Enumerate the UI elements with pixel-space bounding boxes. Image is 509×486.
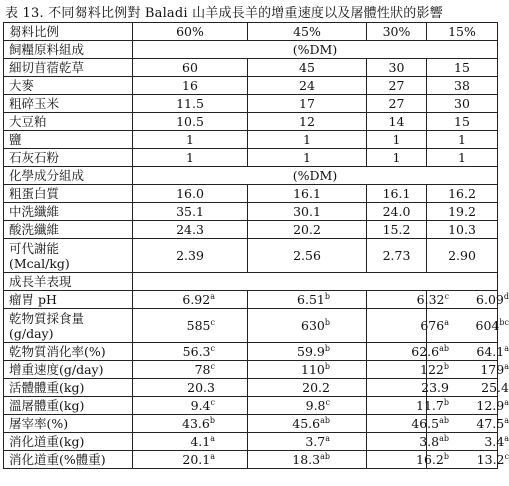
value-cell: 1 <box>427 149 498 167</box>
value-number: 6.51 <box>297 291 325 307</box>
significance-letter: a <box>444 317 449 327</box>
value-cell: 14 <box>367 113 427 131</box>
value-cell: 27 <box>367 95 427 113</box>
section-unit: (%DM) <box>133 41 498 59</box>
value-cell: 24.0 <box>367 203 427 221</box>
value-cell: 1 <box>133 131 248 149</box>
significance-letter: c <box>210 317 215 327</box>
table-title: 表 13. 不同芻料比例對 Baladi 山羊成長羊的增重速度以及屠體性狀的影響 <box>5 6 443 21</box>
value-with-letter <box>427 363 509 377</box>
row-label-text: 鹽 <box>9 131 22 147</box>
section-label: 化學成分組成 <box>4 167 133 185</box>
value-cell: 17 <box>248 95 367 113</box>
value-cell: 30.1 <box>248 203 367 221</box>
value-cell: 1 <box>367 149 427 167</box>
significance-letter: c <box>444 291 449 301</box>
significance-letter: a <box>504 397 509 407</box>
value-cell: 15.2 <box>367 221 427 239</box>
row-label <box>4 149 133 167</box>
value-with-letter <box>427 417 509 431</box>
value-number: 6.92 <box>182 291 211 307</box>
table-row <box>4 379 498 397</box>
significance-letter: ab <box>439 415 449 425</box>
value-number: 12.9 <box>476 397 505 413</box>
value-cell: 24.3 <box>133 221 248 239</box>
table-row <box>4 221 498 239</box>
significance-letter: b <box>443 361 449 371</box>
significance-letter: a <box>504 361 509 371</box>
table-row <box>4 291 498 309</box>
row-label <box>4 451 133 469</box>
value-cell: 2.90 <box>427 239 498 273</box>
value-number: 3.4 <box>484 433 505 449</box>
value-cell: 35.1 <box>133 203 248 221</box>
value-cell <box>367 451 449 469</box>
value-cell <box>248 415 367 433</box>
value-with-letter <box>248 417 330 431</box>
header-col: 45% <box>248 23 367 41</box>
table-row <box>4 203 498 221</box>
section-row-growth <box>4 273 498 291</box>
value-cell: 20.2 <box>248 221 367 239</box>
value-with-letter <box>248 435 330 449</box>
table-row <box>4 433 498 451</box>
value-number: 3.7 <box>305 433 326 449</box>
value-with-letter <box>427 345 509 359</box>
value-cell: 15 <box>427 113 498 131</box>
value-cell <box>367 309 449 343</box>
value-cell <box>427 309 509 343</box>
row-label <box>4 131 133 149</box>
row-label-text: 細切苜蓿乾草 <box>9 59 85 75</box>
significance-letter: b <box>443 451 449 461</box>
value-cell: 1 <box>427 131 498 149</box>
value-number: 630 <box>301 317 325 333</box>
value-number: 59.9 <box>297 343 325 359</box>
value-cell: 11.5 <box>133 95 248 113</box>
significance-letter: b <box>324 291 330 301</box>
table-row <box>4 185 498 203</box>
value-cell <box>367 291 449 309</box>
section-unit: (%DM) <box>133 167 498 185</box>
value-number: 122 <box>420 361 444 377</box>
value-cell: 2.73 <box>367 239 427 273</box>
value-cell: 1 <box>367 131 427 149</box>
row-label-text: 消化道重(kg) <box>9 433 85 449</box>
significance-letter: d <box>503 291 509 301</box>
row-label <box>4 415 133 433</box>
significance-letter: a <box>504 415 509 425</box>
value-cell <box>133 309 248 343</box>
row-label-text: 屠宰率(%) <box>9 415 69 431</box>
value-with-letter <box>133 363 215 377</box>
value-cell <box>427 291 509 309</box>
value-number: 179 <box>480 361 505 377</box>
significance-letter: ab <box>439 343 449 353</box>
value-with-letter <box>133 453 215 467</box>
value-number: 43.6 <box>182 415 210 431</box>
value-cell <box>248 433 367 451</box>
value-cell <box>133 343 248 361</box>
row-label <box>4 185 133 203</box>
value-with-letter <box>427 453 509 467</box>
section-label: 成長羊表現 <box>4 273 133 291</box>
significance-letter: a <box>325 433 330 443</box>
row-label-unit: (Mcal/kg) <box>9 255 70 271</box>
value-number: 46.5 <box>411 415 440 431</box>
row-label-text: 消化道重(%體重) <box>9 451 106 467</box>
value-with-letter <box>133 417 215 431</box>
value-cell <box>248 379 367 397</box>
value-number: 18.3 <box>292 451 321 467</box>
value-number: 13.2 <box>476 451 505 467</box>
row-label <box>4 77 133 95</box>
value-cell <box>248 343 367 361</box>
value-with-letter <box>133 293 215 307</box>
value-cell: 1 <box>248 149 367 167</box>
value-number: 6.09 <box>476 291 504 307</box>
significance-letter: b <box>443 397 449 407</box>
value-cell <box>248 397 367 415</box>
significance-letter: ab <box>320 451 330 461</box>
value-with-letter <box>427 381 509 395</box>
value-number: 9.4 <box>190 397 211 413</box>
value-cell: 27 <box>367 77 427 95</box>
row-label-text: 可代謝能 <box>9 240 60 256</box>
row-label <box>4 361 133 379</box>
value-with-letter <box>133 381 215 395</box>
row-label <box>4 397 133 415</box>
table-row <box>4 343 498 361</box>
significance-letter: c <box>210 343 215 353</box>
significance-letter: a <box>504 433 509 443</box>
significance-letter: b <box>324 317 330 327</box>
value-cell <box>427 361 509 379</box>
value-with-letter <box>133 435 215 449</box>
row-label-text: 增重速度(g/day) <box>9 361 104 377</box>
table-row <box>4 415 498 433</box>
value-number: 16.2 <box>416 451 444 467</box>
row-label-text: 乾物質採食量 <box>9 310 85 326</box>
value-cell <box>367 379 449 397</box>
value-number: 78 <box>194 361 211 377</box>
value-cell <box>427 379 509 397</box>
value-cell <box>427 433 509 451</box>
table-row <box>4 239 498 273</box>
value-cell: 2.56 <box>248 239 367 273</box>
value-cell <box>248 361 367 379</box>
table-row <box>4 59 498 77</box>
value-cell: 45 <box>248 59 367 77</box>
value-cell <box>427 343 509 361</box>
value-number: 20.1 <box>182 451 211 467</box>
value-cell: 16.0 <box>133 185 248 203</box>
row-label <box>4 291 133 309</box>
value-with-letter <box>133 399 215 413</box>
data-table <box>3 22 509 469</box>
row-label-text: 粗蛋白質 <box>9 185 60 201</box>
row-label <box>4 221 133 239</box>
value-number: 23.9 <box>421 379 449 395</box>
value-cell: 10.3 <box>427 221 498 239</box>
value-cell: 30 <box>367 59 427 77</box>
value-cell <box>427 397 509 415</box>
significance-letter: b <box>324 361 330 371</box>
significance-letter: ab <box>439 433 449 443</box>
row-label-text: 乾物質消化率(%) <box>9 343 106 359</box>
row-label <box>4 309 133 343</box>
section-spacer <box>133 273 498 291</box>
value-cell <box>133 415 248 433</box>
value-cell: 24 <box>248 77 367 95</box>
value-number: 585 <box>186 317 211 333</box>
value-number: 3.8 <box>419 433 440 449</box>
value-cell: 15 <box>427 59 498 77</box>
value-cell <box>367 433 449 451</box>
value-with-letter <box>248 293 330 307</box>
value-with-letter <box>427 399 509 413</box>
value-cell <box>427 415 509 433</box>
value-cell <box>133 361 248 379</box>
header-row <box>4 23 498 41</box>
row-label-text: 大豆粕 <box>9 113 47 129</box>
row-label <box>4 433 133 451</box>
value-with-letter <box>248 345 330 359</box>
value-number: 9.8 <box>305 397 326 413</box>
table-row <box>4 95 498 113</box>
section-label: 飼糧原料組成 <box>4 41 133 59</box>
value-number: 110 <box>301 361 325 377</box>
row-label <box>4 203 133 221</box>
value-number: 11.7 <box>416 397 444 413</box>
row-label-text: 溫屠體重(kg) <box>9 397 85 413</box>
value-number: 604 <box>475 317 500 333</box>
significance-letter: b <box>209 415 215 425</box>
value-number: 47.5 <box>476 415 505 431</box>
value-cell: 1 <box>133 149 248 167</box>
value-with-letter <box>133 319 215 333</box>
value-number: 25.4 <box>481 379 509 395</box>
value-number: 4.1 <box>190 433 211 449</box>
significance-letter: c <box>210 397 215 407</box>
value-cell <box>367 361 449 379</box>
significance-letter: bc <box>499 317 509 327</box>
significance-letter: a <box>210 291 215 301</box>
value-cell <box>248 451 367 469</box>
row-label-text: 活體體重(kg) <box>9 379 85 395</box>
table-row <box>4 309 498 343</box>
significance-letter: a <box>504 343 509 353</box>
row-label-text: 瘤胃 pH <box>9 291 57 307</box>
value-number: 62.6 <box>411 343 440 359</box>
section-row-feed <box>4 41 498 59</box>
table-row <box>4 113 498 131</box>
row-label-unit: (g/day) <box>9 325 54 341</box>
table-row <box>4 131 498 149</box>
value-cell: 10.5 <box>133 113 248 131</box>
value-cell <box>248 291 367 309</box>
row-label <box>4 343 133 361</box>
significance-letter: b <box>324 343 330 353</box>
value-cell: 19.2 <box>427 203 498 221</box>
significance-letter: a <box>210 433 215 443</box>
value-cell <box>427 451 509 469</box>
significance-letter: c <box>210 361 215 371</box>
value-cell <box>367 343 449 361</box>
header-col: 30% <box>367 23 427 41</box>
value-with-letter <box>427 293 509 307</box>
value-with-letter <box>427 319 509 333</box>
row-label-text: 中洗纖維 <box>9 203 60 219</box>
value-number: 20.2 <box>302 379 330 395</box>
row-label-text: 石灰石粉 <box>9 149 60 165</box>
header-col: 15% <box>427 23 498 41</box>
value-with-letter <box>248 381 330 395</box>
value-number: 56.3 <box>182 343 211 359</box>
value-with-letter <box>248 319 330 333</box>
row-label <box>4 59 133 77</box>
header-col: 60% <box>133 23 248 41</box>
row-label-text: 粗碎玉米 <box>9 95 60 111</box>
table-row <box>4 149 498 167</box>
value-cell: 30 <box>427 95 498 113</box>
value-cell: 16.2 <box>427 185 498 203</box>
value-cell <box>133 379 248 397</box>
significance-letter: c <box>325 397 330 407</box>
row-label <box>4 113 133 131</box>
table-row <box>4 77 498 95</box>
row-label <box>4 239 133 273</box>
value-cell <box>367 415 449 433</box>
table-row <box>4 451 498 469</box>
row-label <box>4 95 133 113</box>
section-row-chem <box>4 167 498 185</box>
value-number: 45.6 <box>292 415 321 431</box>
value-cell: 60 <box>133 59 248 77</box>
significance-letter: ab <box>320 415 330 425</box>
significance-letter: c <box>504 451 509 461</box>
value-cell <box>367 397 449 415</box>
value-cell: 1 <box>248 131 367 149</box>
value-with-letter <box>248 363 330 377</box>
value-cell <box>248 309 367 343</box>
value-with-letter <box>248 453 330 467</box>
row-label-text: 大麥 <box>9 77 35 93</box>
value-number: 676 <box>420 317 445 333</box>
value-with-letter <box>133 345 215 359</box>
value-cell: 38 <box>427 77 498 95</box>
value-cell <box>133 433 248 451</box>
value-cell <box>133 397 248 415</box>
value-number: 20.3 <box>187 379 215 395</box>
value-cell: 16.1 <box>367 185 427 203</box>
row-label <box>4 379 133 397</box>
table-row <box>4 397 498 415</box>
significance-letter: a <box>210 451 215 461</box>
value-cell: 16 <box>133 77 248 95</box>
value-with-letter <box>427 435 509 449</box>
value-number: 64.1 <box>476 343 505 359</box>
header-label: 芻料比例 <box>4 23 133 41</box>
table-row <box>4 361 498 379</box>
value-cell: 12 <box>248 113 367 131</box>
value-cell: 2.39 <box>133 239 248 273</box>
value-cell <box>133 451 248 469</box>
value-cell <box>133 291 248 309</box>
row-label-text: 酸洗纖維 <box>9 221 60 237</box>
value-number: 6.32 <box>416 291 445 307</box>
value-with-letter <box>248 399 330 413</box>
value-cell: 16.1 <box>248 185 367 203</box>
